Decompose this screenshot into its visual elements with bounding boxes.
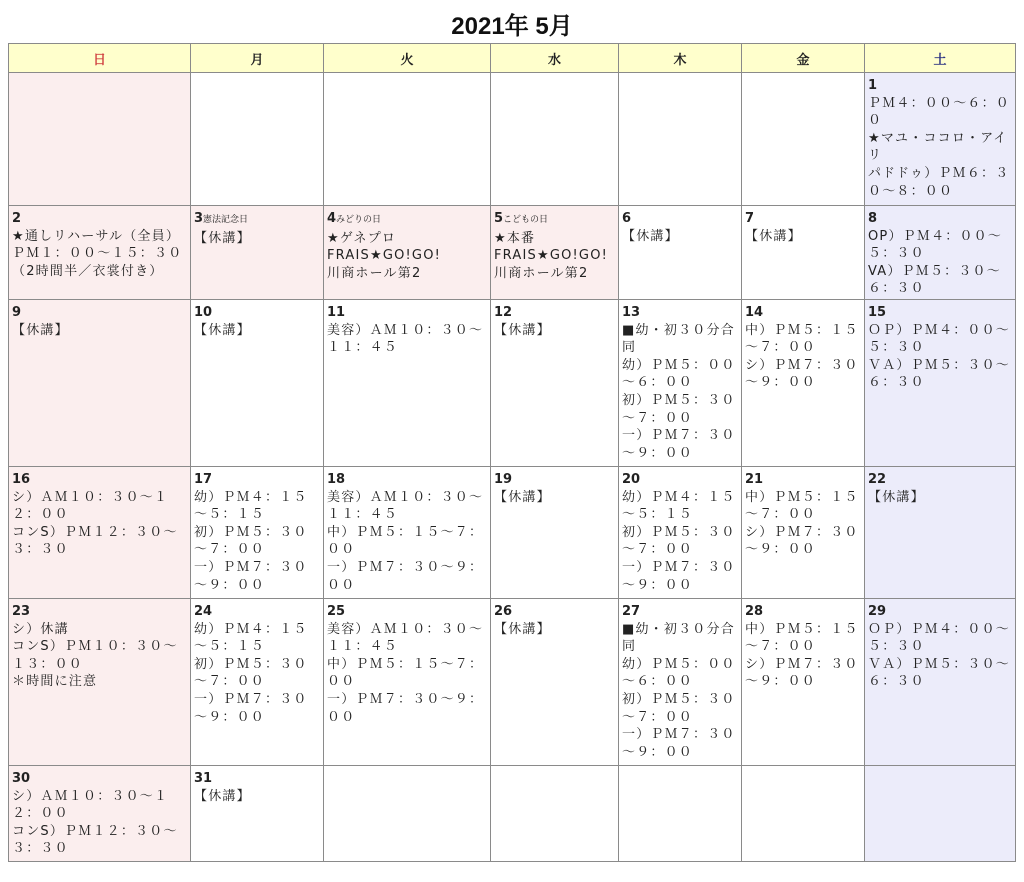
day-cell xyxy=(324,206,491,300)
day-heading xyxy=(494,304,616,322)
schedule-entry: 中）ＰＭ５：１５～７：００ xyxy=(327,656,484,690)
day-number: 10 xyxy=(194,305,213,320)
schedule-entry: 初）ＰＭ５：３０～７：００ xyxy=(194,656,308,690)
schedule-entry: 【休講】 xyxy=(494,489,551,505)
day-cell xyxy=(619,599,742,766)
schedule-entry: 幼）ＰＭ５：００～６：００ xyxy=(622,656,736,690)
day-heading xyxy=(194,603,321,621)
schedule-entry: シ）ＰＭ７：３０～９：００ xyxy=(745,656,859,690)
day-cell xyxy=(742,766,865,862)
weekday-header-row xyxy=(9,44,1016,73)
day-cell xyxy=(491,73,619,206)
schedule-entry: ＯＰ）ＰＭ４：００～５：３０ xyxy=(868,322,1011,356)
weekday-sat: 土 xyxy=(865,44,1016,73)
day-cell xyxy=(865,73,1016,206)
schedule-entry: 美容）ＡＭ１０：３０～１１：４５ xyxy=(327,322,484,356)
schedule-entry: シ）ＰＭ７：３０～９：００ xyxy=(745,357,859,391)
schedule-entry: 初）ＰＭ５：３０～７：００ xyxy=(622,524,736,558)
schedule-entry: ＰＭ４：００～６：００ xyxy=(868,95,1011,129)
schedule-entry: ＶＡ）ＰＭ５：３０～６：３０ xyxy=(868,656,1011,690)
day-number: 20 xyxy=(622,472,641,487)
day-cell xyxy=(9,766,191,862)
day-heading xyxy=(194,770,321,788)
schedule-entry: ★マユ・ココロ・アイリ xyxy=(868,130,1008,164)
schedule-entry: ＰＭ１：００～１５：３０ xyxy=(12,246,183,262)
schedule-entry: 【休講】 xyxy=(194,322,251,338)
schedule-entry: 一）ＰＭ７：３０～９：００ xyxy=(622,428,736,461)
day-number: 19 xyxy=(494,472,513,487)
day-cell xyxy=(324,73,491,206)
schedule-entry: 一）ＰＭ７：３０～９：００ xyxy=(327,691,484,725)
schedule-entry: 中）ＰＭ５：１５～７：００ xyxy=(745,322,859,356)
day-heading xyxy=(868,471,1013,489)
day-heading xyxy=(745,471,862,489)
day-cell xyxy=(191,206,324,300)
day-number: 16 xyxy=(12,472,31,487)
schedule-entry: 一）ＰＭ７：３０～９：００ xyxy=(194,559,308,593)
day-cell xyxy=(324,300,491,467)
day-number: 6 xyxy=(622,211,632,226)
week-row xyxy=(9,300,1016,467)
weekday-mon: 月 xyxy=(191,44,324,73)
day-number: 25 xyxy=(327,604,346,619)
day-heading xyxy=(327,471,488,489)
day-number: 12 xyxy=(494,305,513,320)
day-heading xyxy=(868,77,1013,95)
schedule-entry: ＯＰ）ＰＭ４：００～５：３０ xyxy=(868,621,1011,655)
day-heading xyxy=(12,770,188,788)
weekday-thu: 木 xyxy=(619,44,742,73)
day-heading xyxy=(868,210,1013,228)
day-cell xyxy=(9,467,191,599)
schedule-entry: 【休講】 xyxy=(12,322,69,338)
schedule-entry: 【休講】 xyxy=(622,228,679,244)
schedule-entry: 初）ＰＭ５：３０～７：００ xyxy=(622,392,736,426)
day-cell xyxy=(742,206,865,300)
weekday-fri: 金 xyxy=(742,44,865,73)
day-number: 31 xyxy=(194,771,213,786)
schedule-entry: 幼）ＰＭ４：１５～５：１５ xyxy=(194,621,308,655)
schedule-entry: ＊時間に注意 xyxy=(12,674,98,690)
day-number: 22 xyxy=(868,472,887,487)
day-number: 5 xyxy=(494,211,504,226)
schedule-entry: ★ゲネプロ xyxy=(327,230,397,246)
schedule-entry: 【休講】 xyxy=(494,621,551,637)
day-cell xyxy=(619,467,742,599)
day-heading xyxy=(745,603,862,621)
day-heading xyxy=(12,210,188,228)
day-number: 28 xyxy=(745,604,764,619)
day-cell xyxy=(9,73,191,206)
schedule-entry: 初）ＰＭ５：３０～７：００ xyxy=(622,691,736,725)
day-cell xyxy=(491,766,619,862)
day-cell xyxy=(191,300,324,467)
weekday-sun: 日 xyxy=(9,44,191,73)
day-cell xyxy=(865,206,1016,300)
day-heading xyxy=(12,304,188,322)
day-number: 24 xyxy=(194,604,213,619)
day-number: 14 xyxy=(745,305,764,320)
day-number: 29 xyxy=(868,604,887,619)
day-cell xyxy=(865,300,1016,467)
day-heading xyxy=(327,304,488,322)
day-heading xyxy=(494,210,616,230)
day-heading xyxy=(194,210,321,230)
schedule-entry: 幼）ＰＭ４：１５～５：１５ xyxy=(622,489,736,523)
day-heading xyxy=(12,603,188,621)
day-cell xyxy=(742,599,865,766)
day-heading xyxy=(622,210,739,228)
schedule-entry: 一）ＰＭ７：３０～９：００ xyxy=(622,727,736,760)
day-cell xyxy=(491,467,619,599)
schedule-entry: （2時間半／衣裳付き） xyxy=(12,263,164,279)
day-cell xyxy=(491,300,619,467)
day-heading xyxy=(194,304,321,322)
day-number: 23 xyxy=(12,604,31,619)
day-number: 30 xyxy=(12,771,31,786)
schedule-entry: 中）ＰＭ５：１５～７：００ xyxy=(745,621,859,655)
schedule-entry: コンS）ＰＭ１０：３０～１３：００ xyxy=(12,639,178,672)
day-cell xyxy=(619,206,742,300)
day-heading xyxy=(745,210,862,228)
day-number: 27 xyxy=(622,604,641,619)
schedule-entry: 一）ＰＭ７：３０～９：００ xyxy=(622,559,736,593)
day-cell xyxy=(9,300,191,467)
day-number: 21 xyxy=(745,472,764,487)
schedule-entry: コンS）ＰＭ１２：３０～３：３０ xyxy=(12,524,178,558)
day-heading xyxy=(494,603,616,621)
schedule-entry: ＶＡ）ＰＭ５：３０～６：３０ xyxy=(868,357,1011,391)
day-cell xyxy=(324,766,491,862)
day-heading xyxy=(868,304,1013,322)
schedule-entry: シ）休講 xyxy=(12,621,69,637)
day-cell xyxy=(491,206,619,300)
day-cell xyxy=(619,73,742,206)
day-heading xyxy=(194,471,321,489)
schedule-entry: 初）ＰＭ５：３０～７：００ xyxy=(194,524,308,558)
schedule-entry: 【休講】 xyxy=(745,228,802,244)
week-row xyxy=(9,766,1016,862)
day-number: 7 xyxy=(745,211,755,226)
schedule-entry: ★本番 xyxy=(494,230,536,246)
day-number: 2 xyxy=(12,211,22,226)
day-cell xyxy=(191,73,324,206)
schedule-entry: 【休講】 xyxy=(868,489,925,505)
schedule-entry: 一）ＰＭ７：３０～９：００ xyxy=(327,559,484,593)
weekday-wed: 水 xyxy=(491,44,619,73)
day-cell xyxy=(619,766,742,862)
schedule-entry: シ）ＰＭ７：３０～９：００ xyxy=(745,524,859,558)
schedule-entry: ■幼・初３０分合同 xyxy=(622,322,735,356)
day-heading xyxy=(327,210,488,230)
day-cell xyxy=(742,300,865,467)
week-row xyxy=(9,73,1016,206)
day-cell xyxy=(9,206,191,300)
schedule-entry: 【休講】 xyxy=(194,230,251,246)
day-number: 17 xyxy=(194,472,213,487)
holiday-name: こどもの日 xyxy=(503,215,549,225)
schedule-entry: FRAIS★GO!GO! xyxy=(494,248,609,264)
day-cell xyxy=(9,599,191,766)
schedule-entry: シ）ＡＭ１０：３０～１２：００ xyxy=(12,489,169,523)
week-row xyxy=(9,206,1016,300)
day-heading xyxy=(868,603,1013,621)
holiday-name: みどりの日 xyxy=(336,215,382,225)
day-number: 11 xyxy=(327,305,346,320)
day-cell xyxy=(324,599,491,766)
schedule-entry: 幼）ＰＭ５：００～６：００ xyxy=(622,357,736,391)
day-cell xyxy=(191,599,324,766)
month-calendar xyxy=(8,43,1016,862)
schedule-entry: 中）ＰＭ５：１５～７：００ xyxy=(327,524,484,558)
schedule-entry: 中）ＰＭ５：１５～７：００ xyxy=(745,489,859,523)
day-heading xyxy=(745,304,862,322)
schedule-entry: 川商ホール第2 xyxy=(327,265,422,281)
schedule-entry: 幼）ＰＭ４：１５～５：１５ xyxy=(194,489,308,523)
day-cell xyxy=(191,766,324,862)
day-number: 18 xyxy=(327,472,346,487)
day-number: 26 xyxy=(494,604,513,619)
schedule-entry: 【休講】 xyxy=(194,788,251,804)
day-heading xyxy=(327,603,488,621)
day-number: 9 xyxy=(12,305,22,320)
day-cell xyxy=(865,766,1016,862)
week-row xyxy=(9,467,1016,599)
day-cell xyxy=(865,599,1016,766)
day-heading xyxy=(622,471,739,489)
schedule-entry: ★通しリハーサル（全員） xyxy=(12,228,181,244)
day-cell xyxy=(491,599,619,766)
holiday-name: 憲法記念日 xyxy=(203,215,249,225)
day-heading xyxy=(622,603,739,621)
day-number: 13 xyxy=(622,305,641,320)
schedule-entry: VA）ＰＭ５：３０～６：３０ xyxy=(868,263,1001,297)
day-number: 8 xyxy=(868,211,878,226)
day-heading xyxy=(622,304,739,322)
schedule-entry: 一）ＰＭ７：３０～９：００ xyxy=(194,691,308,725)
day-cell xyxy=(865,467,1016,599)
day-heading xyxy=(494,471,616,489)
calendar-title: 2021年 5月 xyxy=(451,13,573,40)
day-number: 3 xyxy=(194,211,204,226)
day-number: 4 xyxy=(327,211,337,226)
day-cell xyxy=(191,467,324,599)
day-heading xyxy=(12,471,188,489)
week-row xyxy=(9,599,1016,766)
schedule-entry: コンS）ＰＭ１２：３０～３：３０ xyxy=(12,823,178,857)
day-cell xyxy=(742,467,865,599)
day-cell xyxy=(742,73,865,206)
schedule-entry: 川商ホール第2 xyxy=(494,265,589,281)
schedule-entry: 【休講】 xyxy=(494,322,551,338)
schedule-entry: パドドゥ）ＰＭ６：３０～８：００ xyxy=(868,165,1010,199)
calendar-body xyxy=(9,73,1016,862)
day-number: 1 xyxy=(868,78,878,93)
day-number: 15 xyxy=(868,305,887,320)
day-cell xyxy=(324,467,491,599)
schedule-entry: FRAIS★GO!GO! xyxy=(327,248,442,264)
schedule-entry: 美容）ＡＭ１０：３０～１１：４５ xyxy=(327,621,484,655)
weekday-tue: 火 xyxy=(324,44,491,73)
schedule-entry: シ）ＡＭ１０：３０～１２：００ xyxy=(12,788,169,822)
schedule-entry: ■幼・初３０分合同 xyxy=(622,621,735,655)
schedule-entry: 美容）ＡＭ１０：３０～１１：４５ xyxy=(327,489,484,523)
day-cell xyxy=(619,300,742,467)
schedule-entry: OP）ＰＭ４：００～５：３０ xyxy=(868,228,1003,262)
